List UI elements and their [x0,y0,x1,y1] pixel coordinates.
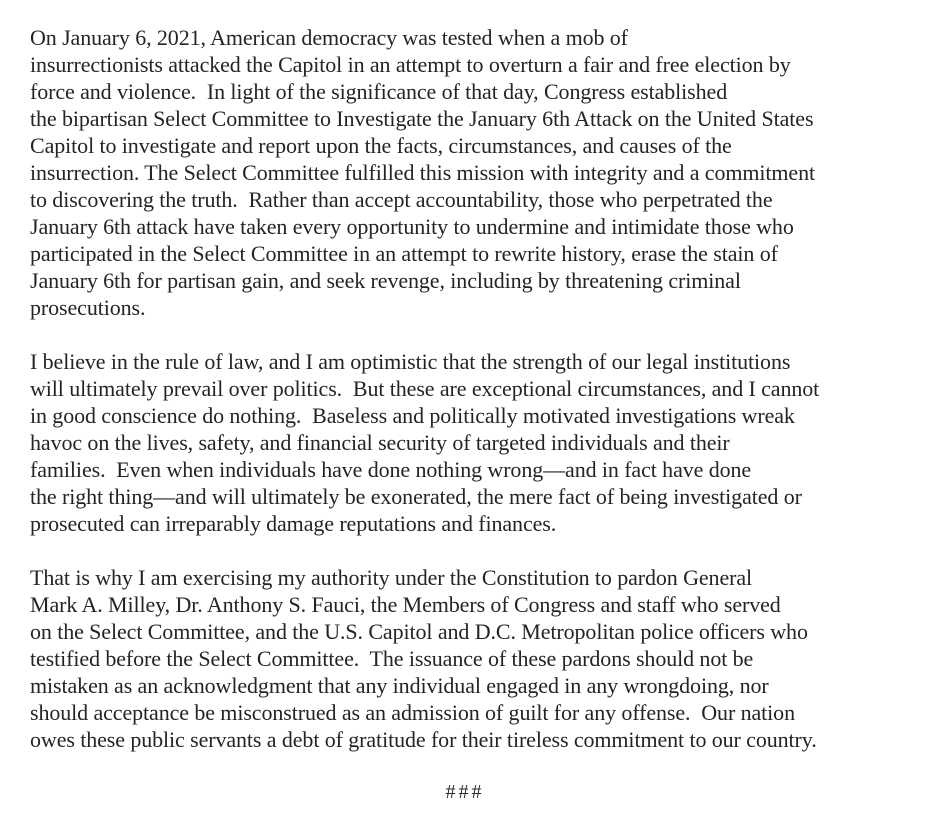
paragraph-1 [30,24,912,321]
text-line: the right thing—and will ultimately be exonerated, the mere fact of being investigated or [30,484,802,509]
text-line: owes these public servants a debt of gratitude for their tireless commitment to our country. [30,727,817,752]
text-line: I believe in the rule of law, and I am optimistic that the strength of our legal institutions [30,349,791,374]
text-line: January 6th for partisan gain, and seek revenge, including by threatening criminal [30,268,741,293]
text-line: insurrectionists attacked the Capitol in an attempt to overturn a fair and free election by [30,52,791,77]
text-line: on the Select Committee, and the U.S. Capitol and D.C. Metropolitan police officers who [30,619,808,644]
text-line: Mark A. Milley, Dr. Anthony S. Fauci, the Members of Congress and staff who served [30,592,781,617]
paragraph-3 [30,564,912,753]
text-line: should acceptance be misconstrued as an admission of guilt for any offense. Our nation [30,700,795,725]
text-line: families. Even when individuals have done nothing wrong—and in fact have done [30,457,752,482]
text-line: Capitol to investigate and report upon the facts, circumstances, and causes of the [30,133,732,158]
text-line: testified before the Select Committee. The issuance of these pardons should not be [30,646,754,671]
text-line: participated in the Select Committee in an attempt to rewrite history, erase the stain of [30,241,778,266]
end-marker: ### [445,781,485,803]
text-line: prosecuted can irreparably damage reputations and finances. [30,511,557,536]
text-line: the bipartisan Select Committee to Investigate the January 6th Attack on the United States [30,106,814,131]
text-line: That is why I am exercising my authority under the Constitution to pardon General [30,565,753,590]
text-line: insurrection. The Select Committee fulfilled this mission with integrity and a commitment [30,160,816,185]
paragraph-2 [30,348,912,537]
text-line: January 6th attack have taken every opportunity to undermine and intimidate those who [30,214,794,239]
text-line: mistaken as an acknowledgment that any individual engaged in any wrongdoing, nor [30,673,769,698]
text-line: to discovering the truth. Rather than accept accountability, those who perpetrated the [30,187,773,212]
text-line: prosecutions. [30,295,146,320]
text-line: havoc on the lives, safety, and financial security of targeted individuals and their [30,430,730,455]
text-line: On January 6, 2021, American democracy was tested when a mob of [30,25,628,50]
text-line: force and violence. In light of the significance of that day, Congress established [30,79,728,104]
text-line: in good conscience do nothing. Baseless and politically motivated investigations wreak [30,403,795,428]
text-line: will ultimately prevail over politics. But these are exceptional circumstances, and I cannot [30,376,820,401]
